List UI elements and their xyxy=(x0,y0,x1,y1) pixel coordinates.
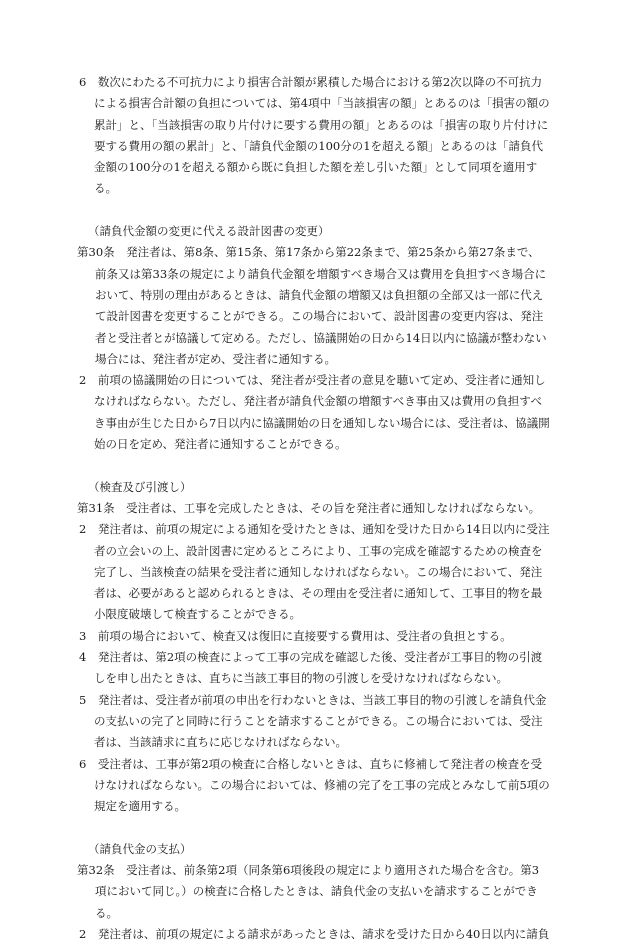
article-text: 受注者は、工事を完成したときは、その旨を発注者に通知しなければならない。 xyxy=(126,500,541,515)
clause-2 xyxy=(0,519,630,625)
clause-3 xyxy=(0,626,630,647)
clause-2 xyxy=(0,370,630,455)
article-label: 第30条 xyxy=(77,245,115,260)
clause-6 xyxy=(0,754,630,818)
section-heading: （請負代金額の変更に代える設計図書の変更） xyxy=(88,224,330,239)
clause-text: 前項の場合において、検査又は復旧に直接要する費用は、受注者の負担とする。 xyxy=(97,628,512,643)
clause-2 xyxy=(0,924,630,945)
clause-text: 数次にわたる不可抗力により損害合計額が累積した場合における第2次以降の不可抗力による損害合計額の負担については、第4項中「当該損害の額」とあるのは「損害の額の累計」と、「当該損害の取り片付けに要する費用の額」とあるのは「損害の取り片付けに要する費用の額の累計」と、「請負代金額の100分の1を超える額」とあるのは「請負代金額の100分の1を超える額から既に負担した額を差し引いた額」として同項を適用する。 xyxy=(94,75,550,196)
clause-text: 前項の協議開始の日については、発注者が受注者の意見を聴いて定め、受注者に通知しなければならない。ただし、発注者が請負代金額の増額すべき事由又は費用の負担すべき事由が生じた日から7日以内に協議開始の日を通知しない場合には、受注者は、協議開始の日を定め、発注者に通知することができる。 xyxy=(94,373,550,452)
article-31 xyxy=(0,498,630,519)
article-30 xyxy=(0,242,630,370)
section-heading: （検査及び引渡し） xyxy=(88,479,192,494)
article-label: 第32条 xyxy=(77,862,115,877)
article-text: 発注者は、第8条、第15条、第17条から第22条まで、第25条から第27条まで、前条又は第33条の規定により請負代金額を増額すべき場合又は費用を負担すべき場合において、特別の理由があるときは、請負代金額の増額又は負担額の全部又は一部に代えて設計図書を変更することができる。この場合において、設計図書の変更内容は、発注者と受注者とが協議して定める。ただし、協議開始の日から14日以内に協議が整わない場合には、発注者が定め、受注者に通知する。 xyxy=(95,245,547,366)
clause-text: 発注者は、前項の規定による請求があったときは、請求を受けた日から40日以内に請負 xyxy=(97,926,550,941)
clause-number: 3 xyxy=(79,628,87,643)
clause-number: 2 xyxy=(79,522,87,537)
clause-number: 6 xyxy=(79,75,87,89)
clause-number: 2 xyxy=(79,373,87,388)
clause-text: 発注者は、第2項の検査によって工事の完成を確認した後、受注者が工事目的物の引渡しを申し出たときは、直ちに当該工事目的物の引渡しを受けなければならない。 xyxy=(94,650,543,686)
article-label: 第31条 xyxy=(77,500,115,515)
clause-5 xyxy=(0,690,630,754)
clause-6 xyxy=(0,72,630,200)
clause-text: 受注者は、工事が第2項の検査に合格しないときは、直ちに修補して発注者の検査を受けなければならない。この場合においては、修補の完了を工事の完成とみなして前5項の規定を適用する。 xyxy=(94,756,550,814)
article-32 xyxy=(0,860,630,924)
clause-text: 発注者は、受注者が前項の申出を行わないときは、当該工事目的物の引渡しを請負代金の支払いの完了と同時に行うことを請求することができる。この場合においては、受注者は、当該請求に直ちに応じなければならない。 xyxy=(94,692,547,750)
document-body xyxy=(0,72,630,945)
clause-text: 発注者は、前項の規定による通知を受けたときは、通知を受けた日から14日以内に受注者の立会いの上、設計図書に定めるところにより、工事の完成を確認するための検査を完了し、当該検査の結果を受注者に通知しなければならない。この場合において、発注者は、必要があると認められるときは、その理由を受注者に通知して、工事目的物を最小限度破壊して検査することができる。 xyxy=(94,522,550,622)
clause-number: 2 xyxy=(79,926,87,941)
section-heading: （請負代金の支払） xyxy=(88,841,192,856)
clause-4 xyxy=(0,647,630,690)
clause-number: 4 xyxy=(79,650,87,665)
article-text: 受注者は、前条第2項（同条第6項後段の規定により適用された場合を含む。第3項において同じ。）の検査に合格したときは、請負代金の支払いを請求することができる。 xyxy=(95,862,540,920)
clause-number: 6 xyxy=(79,756,87,771)
clause-number: 5 xyxy=(79,692,87,707)
